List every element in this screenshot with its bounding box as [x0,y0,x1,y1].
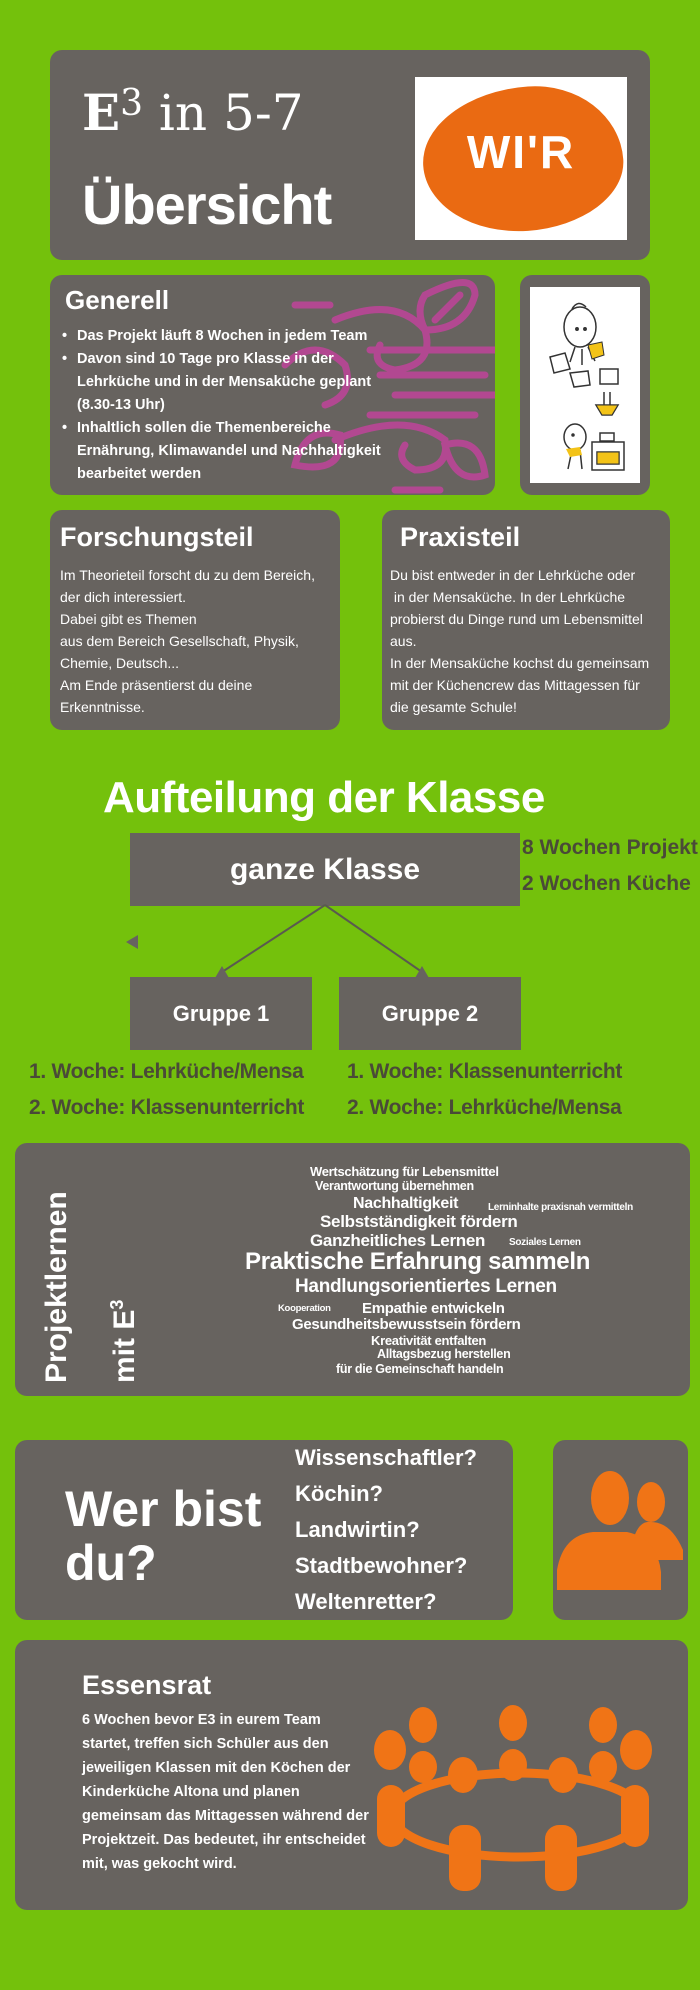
word-cloud-item: Selbstständigkeit fördern [320,1212,518,1231]
text-line: Du bist entweder in der Lehrküche oder [390,567,636,583]
side-note-projekt: 8 Wochen Projekt [522,836,698,859]
text-line: probierst du Dinge rund um Lebensmittel [390,611,643,627]
title-line-2: du? [65,1535,157,1591]
connector-arrows-icon [0,900,700,980]
essensrat-card [15,1640,688,1910]
logo-text: WI'R [466,126,576,178]
word-cloud-item: Kreativität entfalten [371,1333,487,1348]
essensrat-heading: Essensrat [82,1670,212,1700]
projektlernen-card [15,1143,690,1396]
role-item: Weltenretter? [295,1589,437,1614]
people-icon-card [553,1440,688,1620]
wir-logo [415,77,627,240]
word-cloud-item: Praktische Erfahrung sammeln [245,1248,591,1275]
aufteilung-title: Aufteilung der Klasse [103,773,545,822]
page-title [82,83,304,142]
text-line: Erkenntnisse. [60,699,145,715]
word-cloud-item: Ganzheitliches Lernen [310,1231,486,1250]
word-cloud-item: Empathie entwickeln [362,1300,505,1317]
header-card [50,50,650,260]
role-item: Landwirtin? [295,1517,420,1542]
illustration-card [520,275,650,495]
forschungsteil-card [50,510,340,730]
word-cloud-item: Gesundheitsbewusstsein fördern [292,1316,521,1333]
gruppe-1-week-2: 2. Woche: Klassenunterricht [29,1096,305,1119]
word-cloud-item: Kooperation [278,1303,331,1314]
forschungsteil-heading: Forschungsteil [60,522,254,552]
generell-heading: Generell [65,285,170,315]
word-cloud-item: Wertschätzung für Lebensmittel [310,1164,499,1179]
text-line: Am Ende präsentierst du deine [60,677,253,693]
projektlernen-subtitle [97,1300,145,1383]
person-with-papers-illustration-icon [530,287,640,483]
gruppe-1-box: Gruppe 1 [130,977,312,1050]
round-table-meeting-icon [373,1705,663,1905]
praxisteil-text [390,564,649,718]
wer-bist-du-card [15,1440,513,1620]
word-cloud-item: Alltagsbezug herstellen [377,1347,511,1361]
word-cloud-item: Verantwortung übernehmen [315,1179,474,1193]
role-item: Stadtbewohner? [295,1553,468,1578]
subtitle-text: mit E [108,1309,141,1383]
forschungsteil-text [60,564,315,718]
text-line: Im Theorieteil forscht du zu dem Bereich, [60,567,315,583]
text-line: aus dem Bereich Gesellschaft, Physik, [60,633,299,649]
role-item: Wissenschaftler? [295,1445,477,1470]
role-item: Köchin? [295,1481,383,1506]
title-e: E [82,83,121,142]
list-item: • Inhaltlich sollen die Themenbereiche Ernährung, Klimawandel und Nachhaltigkeit bearbeitet werden [62,417,402,486]
word-cloud-item: Soziales Lernen [509,1237,581,1248]
users-icon [553,1440,688,1620]
title-superscript: 3 [120,83,144,124]
word-cloud-item: Lerninhalte praxisnah vermitteln [488,1202,633,1213]
side-note-kueche: 2 Wochen Küche [522,872,691,895]
gruppe-2-week-2: 2. Woche: Lehrküche/Mensa [347,1096,622,1119]
list-item: • Das Projekt läuft 8 Wochen in jedem Team [62,325,402,348]
word-cloud-item: Handlungsorientiertes Lernen [295,1276,557,1297]
text-line: Dabei gibt es Themen [60,611,197,627]
text-line: In der Mensaküche kochst du gemeinsam [390,655,650,671]
wer-bist-du-title [65,1482,261,1590]
text-line: aus. [390,633,417,649]
page-subtitle: Übersicht [82,173,332,236]
text-line: die gesamte Schule! [390,699,517,715]
gruppe-2-week-1: 1. Woche: Klassenunterricht [347,1060,623,1083]
text-line: der dich interessiert. [60,589,187,605]
praxisteil-card [382,510,670,730]
gruppe-1-week-1: 1. Woche: Lehrküche/Mensa [29,1060,304,1083]
gruppe-2-box: Gruppe 2 [339,977,521,1050]
text-line: Chemie, Deutsch... [60,655,180,671]
title-rest: in 5-7 [143,84,304,142]
illustration-panel [530,287,640,483]
text-line: in der Mensaküche. In der Lehrküche [390,589,626,605]
generell-list [62,325,402,486]
word-cloud-item: Nachhaltigkeit [353,1195,459,1212]
essensrat-text: 6 Wochen bevor E3 in eurem Team startet, treffen sich Schüler aus den jeweiligen Klassen mit den Köchen der Kinderküche Altona und planen gemeinsam das Mittagessen während der Projektzeit. Das bedeutet, ihr entscheidet mit, was gekocht wird. [82,1712,369,1872]
ganze-klasse-box: ganze Klasse [130,833,520,906]
title-line-1: Wer bist [65,1481,262,1537]
list-item: • Davon sind 10 Tage pro Klasse in der Lehrküche und in der Mensaküche geplant (8.30-13 Uhr) [62,348,402,417]
praxisteil-heading: Praxisteil [400,522,521,552]
projektlernen-title: Projektlernen [40,1191,73,1383]
text-line: mit der Küchencrew das Mittagessen für [390,677,640,693]
word-cloud-item: für die Gemeinschaft handeln [336,1362,504,1376]
generell-card [50,275,495,495]
subtitle-superscript: 3 [107,1299,127,1310]
